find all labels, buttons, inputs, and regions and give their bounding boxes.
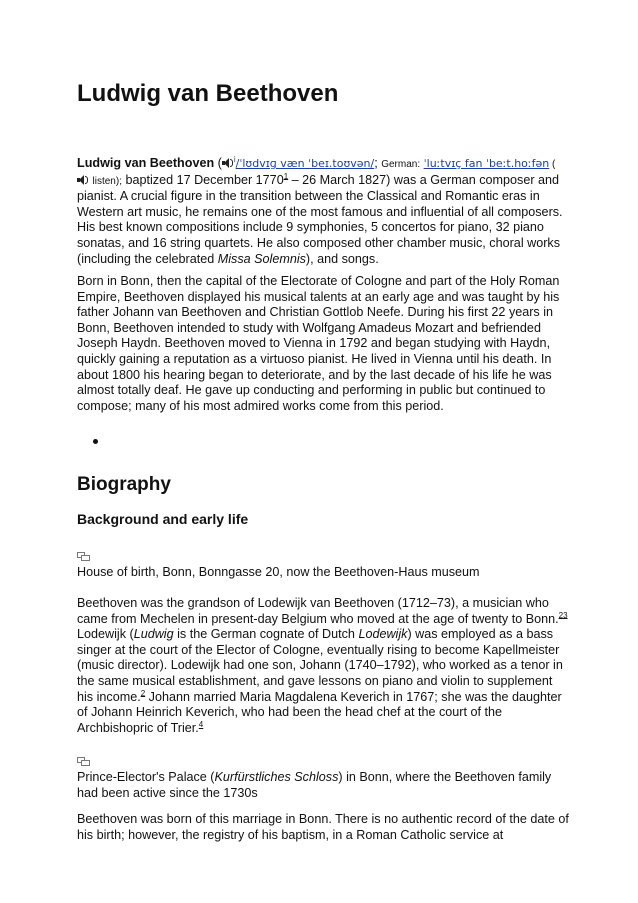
subsection-heading-early-life: Background and early life bbox=[77, 511, 249, 527]
paragraph-early-career: Born in Bonn, then the capital of the Electorate of Cologne and part of the Holy Roman Empire, Beethoven displayed his musical talents at an early age and was taught by his father Johann van Beethoven and Christian Gottlob Neefe. During his first 22 years in Bonn, Beethoven intended to study with Wolfgang Amadeus Mozart and befriended Joseph Haydn. Beethoven moved to Vienna in 1792 and began studying with Haydn, quickly gaining a reputation as a virtuoso pianist. He lived in Vienna until his death. In about 1800 his hearing began to deteriorate, and by the last decade of his life he was almost totally deaf. He gave up conducting and performing in public but continued to compose; many of his most admired works come from this period. bbox=[77, 274, 560, 413]
speaker-icon[interactable] bbox=[222, 158, 234, 168]
section-heading-biography: Biography bbox=[77, 474, 171, 495]
missa-solemnis: Missa Solemnis bbox=[217, 251, 306, 266]
audio-link[interactable]: i bbox=[233, 154, 236, 164]
intro-paragraph: Ludwig van Beethoven ( $^i$/ˈlʊdvɪɡ væn ˈbeɪ.toʊvən/; German: ˈluːtvɪç fan ˈbeːt.hoːfən ( listen); baptized 17 December 1770$^1$ – 26 March 1827) was a German composer and pianist. A crucial figure in the transition between the Classical and Romantic eras in Western art music, he remains one of the most famous and influential of all composers. His best known compositions include 9 symphonies, 5 concertos for piano, 32 piano sonatas, and 16 string quartets. He also composed other chamber music, choral works (including the celebrated Missa Solemnis), and songs. bbox=[77, 154, 563, 266]
broken-image-icon[interactable] bbox=[77, 757, 89, 765]
speaker-icon[interactable] bbox=[77, 175, 89, 185]
german-label: German: bbox=[381, 159, 421, 170]
paragraph-birth: Beethoven was born of this marriage in Bonn. There is no authentic record of the date of his birth; however, the registry of his baptism, in a Roman Catholic service at bbox=[77, 812, 569, 842]
paragraph-ancestry: Beethoven was the grandson of Lodewijk van Beethoven (1712–73), a musician who came from Mechelen in present-day Belgium who moved at the age of twenty to Bonn.$^{23}$ Lodewijk (Ludwig is the German cognate of Dutch Lodewijk) was employed as a bass singer at the court of the Elector of Cologne, eventually rising to become Kapellmeister (music director). Lodewijk had one son, Johann (1740–1792), who worked as a tenor in the same musical establishment, and gave lessons on piano and violin to supplement his income.$^2$ Johann married Maria Magdalena Keverich in 1767; she was the daughter of Johann Heinrich Keverich, who had been the head chef at the court of the Archbishopric of Trier.$^4$ bbox=[77, 596, 568, 735]
image-caption-house: House of birth, Bonn, Bonngasse 20, now the Beethoven-Haus museum bbox=[77, 565, 480, 579]
listen-link[interactable]: listen bbox=[92, 175, 116, 187]
page-title: Ludwig van Beethoven bbox=[77, 80, 339, 107]
ipa-german-link[interactable]: ˈluːtvɪç fan ˈbeːt.hoːfən bbox=[423, 157, 550, 170]
image-caption-palace: Prince-Elector's Palace (Kurfürstliches Schloss) in Bonn, where the Beethoven family had been active since the 1730s bbox=[77, 770, 552, 800]
ref-4[interactable]: 4 bbox=[198, 719, 204, 729]
broken-image-icon[interactable] bbox=[77, 552, 89, 560]
ref-23[interactable]: 23 bbox=[558, 610, 568, 620]
ref-2[interactable]: 2 bbox=[140, 688, 146, 698]
subject-name: Ludwig van Beethoven bbox=[77, 156, 215, 170]
list-bullet bbox=[93, 439, 98, 444]
ref-1[interactable]: 1 bbox=[283, 171, 289, 181]
ipa-english-link[interactable]: /ˈlʊdvɪɡ væn ˈbeɪ.toʊvən/ bbox=[235, 157, 375, 170]
